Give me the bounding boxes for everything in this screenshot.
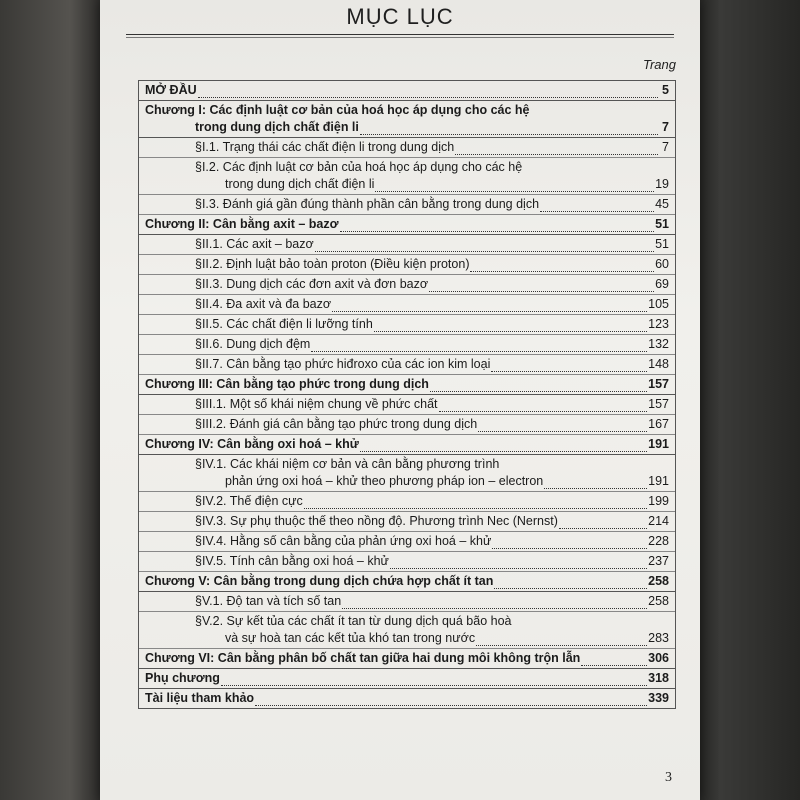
dot-leader [581, 654, 647, 666]
toc-chapter-row [139, 375, 675, 395]
entry-page-number: 283 [648, 631, 669, 645]
toc-chapter-row [139, 689, 675, 708]
dot-leader [315, 240, 654, 252]
entry-page-number: 258 [648, 574, 669, 588]
toc-chapter-row [139, 572, 675, 592]
entry-title: MỞ ĐẦU [145, 83, 197, 97]
entry-title: §II.4. Đa axit và đa bazơ [195, 297, 332, 311]
entry-title: §III.1. Một số khái niệm chung về phức chất [195, 397, 438, 411]
entry-page-number: 19 [655, 177, 669, 191]
dot-leader [360, 123, 658, 135]
toc-chapter-row [139, 649, 675, 669]
toc-entry-continuation [139, 175, 675, 195]
entry-title: §I.2. Các định luật cơ bản của hoá học áp dụng cho các hệ [195, 160, 523, 174]
toc-chapter-row [139, 215, 675, 235]
entry-page-number: 60 [655, 257, 669, 271]
dot-leader [375, 180, 654, 192]
entry-title: Chương V: Cân bằng trong dung dịch chứa hợp chất ít tan [145, 574, 494, 588]
toc-chapter-row [139, 101, 675, 118]
dot-leader [439, 400, 648, 412]
entry-title: §II.5. Các chất điện li lưỡng tính [195, 317, 373, 331]
toc-section-row [139, 158, 675, 175]
toc-entry-continuation [139, 118, 675, 138]
dot-leader [374, 320, 647, 332]
toc-section-row [139, 295, 675, 315]
entry-page-number: 258 [648, 594, 669, 608]
dot-leader [390, 557, 647, 569]
dot-leader [492, 537, 647, 549]
toc-section-row [139, 195, 675, 215]
dot-leader [544, 477, 647, 489]
entry-title: Chương II: Cân bằng axit – bazơ [145, 217, 339, 231]
toc-entry-continuation [139, 629, 675, 649]
dot-leader [540, 200, 654, 212]
page-number: 3 [665, 770, 672, 785]
entry-page-number: 191 [648, 437, 669, 451]
entry-title: §I.3. Đánh giá gần đúng thành phần cân bằng trong dung dịch [195, 197, 540, 211]
toc-section-row [139, 552, 675, 572]
entry-title: Tài liệu tham khảo [145, 691, 255, 705]
dot-leader [478, 420, 647, 432]
dot-leader [559, 517, 647, 529]
dot-leader [304, 497, 647, 509]
entry-title: Chương IV: Cân bằng oxi hoá – khử [145, 437, 359, 451]
book-page [100, 0, 700, 800]
toc-section-row [139, 138, 675, 158]
entry-page-number: 132 [648, 337, 669, 351]
entry-title: §III.2. Đánh giá cân bằng tạo phức trong dung dịch [195, 417, 478, 431]
entry-page-number: 123 [648, 317, 669, 331]
entry-page-number: 199 [648, 494, 669, 508]
entry-title: §II.3. Dung dịch các đơn axit và đơn bazơ [195, 277, 429, 291]
entry-title: Phụ chương [145, 671, 220, 685]
entry-title: §IV.4. Hằng số cân bằng của phản ứng oxi hoá – khử [195, 534, 492, 548]
entry-title: §IV.3. Sự phụ thuộc thế theo nồng độ. Phương trình Nec (Nernst) [195, 514, 558, 528]
toc-section-row [139, 612, 675, 629]
entry-page-number: 318 [648, 671, 669, 685]
entry-page-number: 45 [655, 197, 669, 211]
entry-page-number: 306 [648, 651, 669, 665]
toc-section-row [139, 315, 675, 335]
dot-leader [342, 597, 647, 609]
dot-leader [221, 674, 647, 686]
page-title: MỤC LỤC [346, 4, 454, 29]
entry-page-number: 7 [662, 140, 669, 154]
entry-page-number: 69 [655, 277, 669, 291]
toc-section-row [139, 415, 675, 435]
dot-leader [429, 280, 654, 292]
toc-section-row [139, 235, 675, 255]
table-of-contents [138, 80, 676, 709]
entry-page-number: 191 [648, 474, 669, 488]
entry-title: §II.6. Dung dịch đệm [195, 337, 311, 351]
toc-section-row [139, 355, 675, 375]
entry-title-continuation: trong dung dịch chất điện li [225, 177, 375, 191]
page-column-label: Trang [643, 57, 676, 72]
dot-leader [491, 360, 647, 372]
entry-page-number: 51 [655, 217, 669, 231]
entry-title: §V.2. Sự kết tủa các chất ít tan từ dung dịch quá bão hoà [195, 614, 512, 628]
dot-leader [476, 634, 647, 646]
toc-section-row [139, 492, 675, 512]
entry-page-number: 7 [662, 120, 669, 134]
toc-section-row [139, 592, 675, 612]
entry-title: Chương VI: Cân bằng phân bố chất tan giữa hai dung môi không trộn lẫn [145, 651, 581, 665]
dot-leader [332, 300, 647, 312]
entry-page-number: 167 [648, 417, 669, 431]
toc-section-row [139, 532, 675, 552]
dot-leader [311, 340, 647, 352]
entry-title: Chương I: Các định luật cơ bản của hoá học áp dụng cho các hệ [145, 103, 530, 117]
toc-section-row [139, 395, 675, 415]
toc-chapter-row [139, 81, 675, 101]
toc-chapter-row [139, 435, 675, 455]
entry-page-number: 5 [662, 83, 669, 97]
entry-page-number: 237 [648, 554, 669, 568]
entry-title: §IV.5. Tính cân bằng oxi hoá – khử [195, 554, 389, 568]
dot-leader [455, 143, 658, 155]
entry-page-number: 228 [648, 534, 669, 548]
entry-title-continuation: trong dung dịch chất điện li [195, 120, 359, 134]
entry-title: §II.1. Các axit – bazơ [195, 237, 314, 251]
dot-leader [198, 86, 658, 98]
toc-section-row [139, 455, 675, 472]
entry-page-number: 214 [648, 514, 669, 528]
entry-title: Chương III: Cân bằng tạo phức trong dung dịch [145, 377, 429, 391]
toc-entry-continuation [139, 472, 675, 492]
entry-title-continuation: phản ứng oxi hoá – khử theo phương pháp ion – electron [225, 474, 544, 488]
entry-title: §IV.1. Các khái niệm cơ bản và cân bằng phương trình [195, 457, 500, 471]
entry-page-number: 105 [648, 297, 669, 311]
dot-leader [494, 577, 647, 589]
entry-page-number: 339 [648, 691, 669, 705]
toc-section-row [139, 335, 675, 355]
entry-title-continuation: và sự hoà tan các kết tủa khó tan trong nước [225, 631, 476, 645]
toc-section-row [139, 512, 675, 532]
toc-section-row [139, 275, 675, 295]
entry-title: §V.1. Độ tan và tích số tan [195, 594, 342, 608]
entry-title: §I.1. Trạng thái các chất điện li trong dung dịch [195, 140, 455, 154]
entry-title: §II.2. Định luật bảo toàn proton (Điều kiện proton) [195, 257, 470, 271]
dot-leader [470, 260, 654, 272]
dot-leader [360, 440, 647, 452]
entry-page-number: 157 [648, 397, 669, 411]
entry-title: §II.7. Cân bằng tạo phức hiđroxo của các ion kim loại [195, 357, 491, 371]
dot-leader [255, 694, 647, 706]
entry-page-number: 157 [648, 377, 669, 391]
dot-leader [430, 380, 647, 392]
dot-leader [340, 220, 655, 232]
toc-section-row [139, 255, 675, 275]
toc-chapter-row [139, 669, 675, 689]
entry-title: §IV.2. Thế điện cực [195, 494, 303, 508]
heading-rule [126, 34, 674, 38]
entry-page-number: 51 [655, 237, 669, 251]
entry-page-number: 148 [648, 357, 669, 371]
